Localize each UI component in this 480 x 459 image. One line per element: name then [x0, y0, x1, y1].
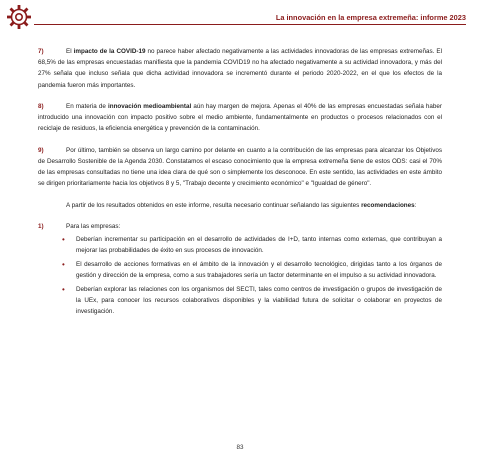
list-item — [62, 234, 442, 256]
finding-paragraph-9 — [38, 145, 442, 190]
page-number: 83 — [236, 444, 244, 451]
paragraph-lead: En materia de — [66, 103, 106, 110]
list-item — [62, 284, 442, 318]
header-divider — [34, 24, 466, 25]
paragraph-text: no parece haber afectado negativamente a las actividades innovadoras de las empresas extremeñas. El 68,5% de las empresas encuestadas manifiesta que la pandemia COVID19 no ha afectado negativamente a su actividad innovadora, y más del 27% señala que incluso señala que dicha actividad innovadora se incrementó durante el periodo 2020-2022, en el que los efectos de la pandemia fueron más importantes. — [38, 48, 442, 89]
paragraph-number: 7) — [38, 48, 44, 55]
recommendation-list — [38, 234, 442, 317]
intro-text: A partir de los resultados obtenidos en este informe, resulta necesario continuar señalando las siguientes — [66, 201, 360, 209]
intro-highlight: recomendaciones — [361, 201, 415, 209]
paragraph-text: Por último, también se observa un largo camino por delante en cuanto a la contribución de las empresas para alcanzar los Objetivos de Desarrollo Sostenible de la Agenda 2030. Constatamos el escaso conocimiento que la empresa extremeña tiene de estos ODS: casi el 70% de las empresas consultadas no tiene una idea clara de qué son o simplemente los desconoce. En este sentido, las actividades en este ámbito se dirigen prioritariamente hacia los objetivos 8 y 5, "Trabajo decente y crecimiento económico" e "Igualdad de género". — [38, 146, 442, 188]
paragraph-lead: El — [66, 48, 72, 55]
list-item — [62, 259, 442, 281]
recommendation-heading — [38, 221, 442, 232]
gear-cog-logo-icon — [6, 4, 32, 30]
page-body — [38, 46, 442, 320]
paragraph-number: 8) — [38, 103, 44, 110]
finding-paragraph-8 — [38, 101, 442, 135]
bullet-dot-icon: • — [62, 260, 65, 270]
paragraph-text: aún hay margen de mejora. Apenas el 40% de las empresas encuestadas señala haber introducido una innovación con impacto positivo sobre el medio ambiente, fundamentalmente en productos o procesos relacionados con el reciclaje de residuos, la eficiencia energética y prevención de la contaminación. — [38, 103, 443, 133]
header-title: La innovación en la empresa extremeña: informe 2023 — [275, 13, 466, 22]
bullet-dot-icon: • — [62, 235, 65, 245]
bullet-dot-icon: • — [62, 285, 65, 295]
page-header — [0, 0, 480, 34]
list-item-text: Deberían incrementar su participación en el desarrollo de actividades de I+D, tanto internas como externas, que contribuyan a mejorar las probabilidades de éxito en sus procesos de innovación. — [76, 236, 442, 255]
paragraph-highlight: impacto de la COVID-19 — [73, 48, 146, 55]
recommendations-intro — [38, 200, 442, 211]
paragraph-highlight: innovación medioambiental — [107, 103, 192, 110]
finding-paragraph-7 — [38, 46, 442, 91]
recommendation-number: 1) — [38, 223, 44, 230]
intro-tail: : — [414, 201, 417, 209]
paragraph-number: 9) — [38, 146, 44, 154]
recommendation-heading-text: Para las empresas: — [66, 223, 121, 230]
list-item-text: Deberían explorar las relaciones con los organismos del SECTI, tales como centros de investigación o grupos de investigación de la UEx, para conocer los recursos colaborativos disponibles y la viabilidad futura de solicitar o colaborar en proyectos de investigación. — [76, 286, 442, 316]
list-item-text: El desarrollo de acciones formativas en el ámbito de la innovación y el desarrollo tecnológico, dirigidas tanto a los órganos de gestión y dirección de la empresa, como a sus trabajadores sería un factor determinante en el impulso a su actividad innovadora. — [76, 261, 442, 280]
